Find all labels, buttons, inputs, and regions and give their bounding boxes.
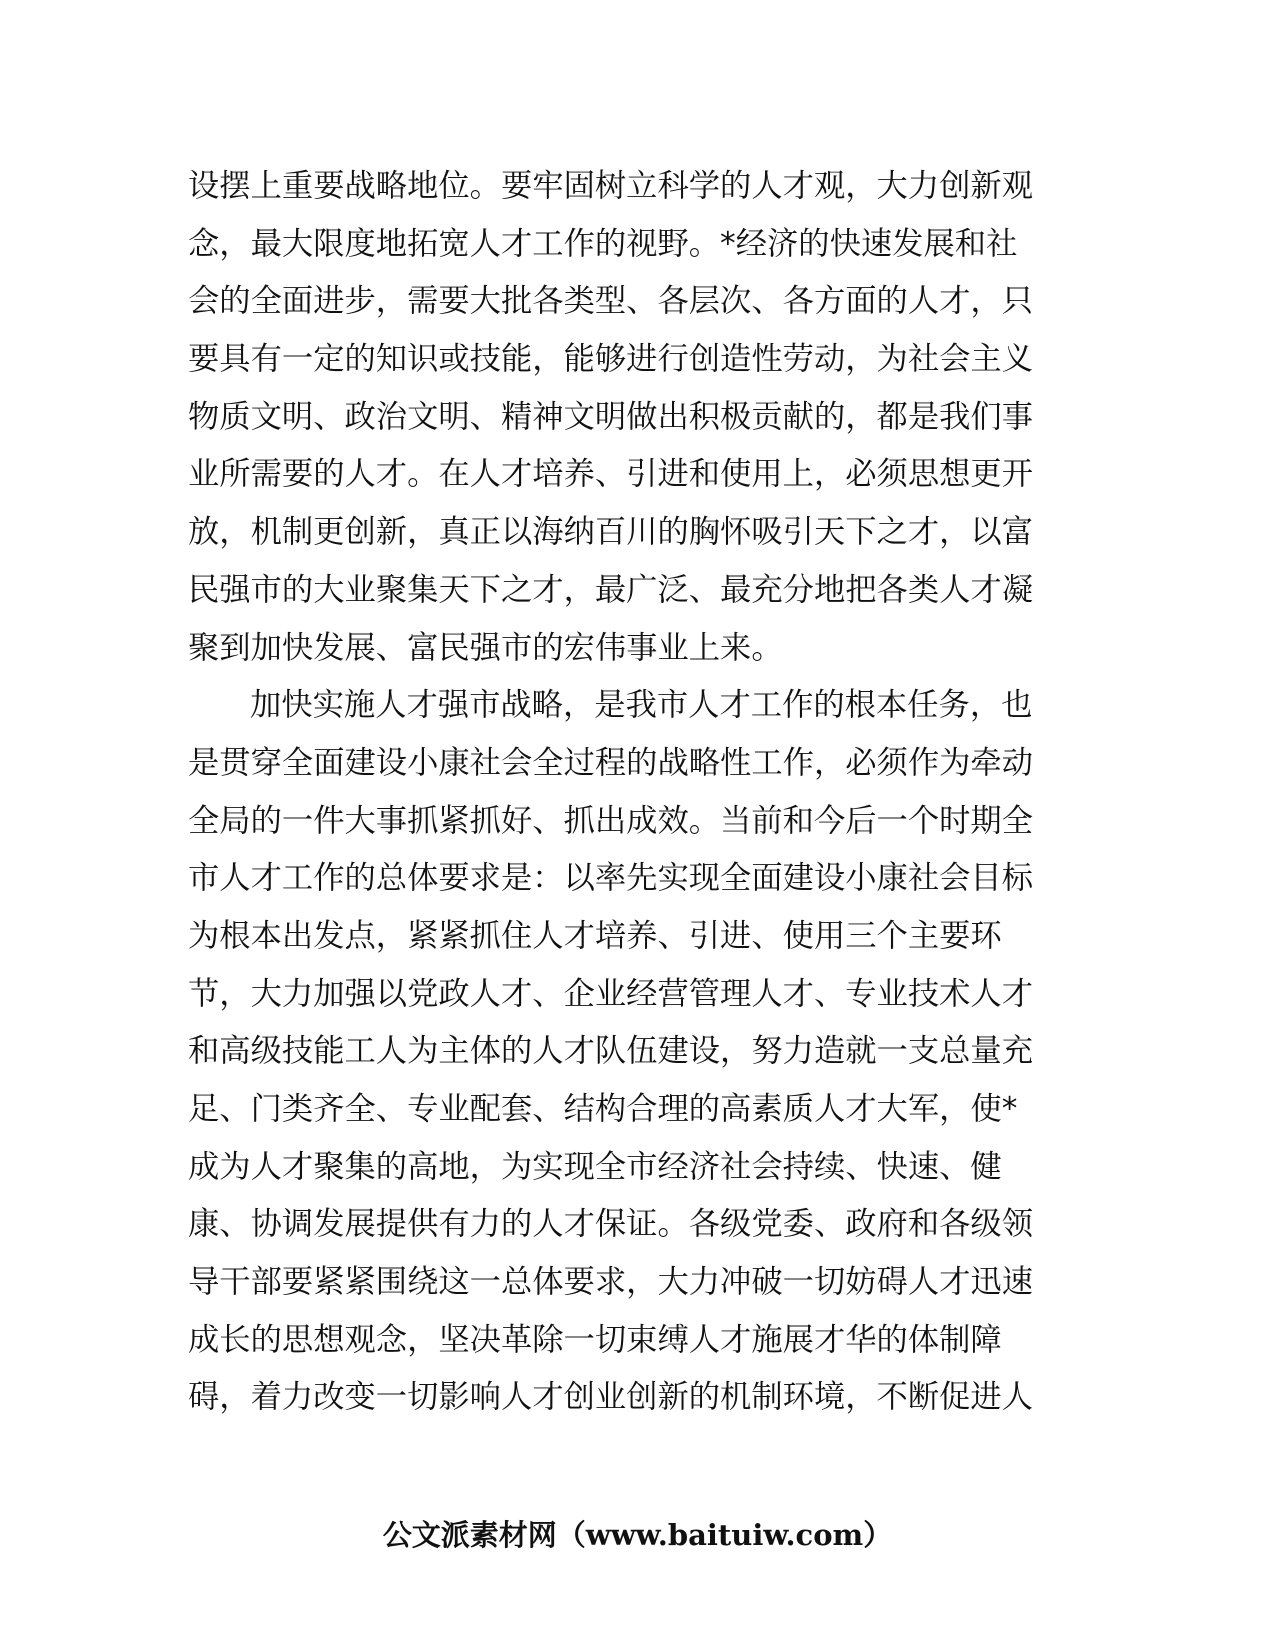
text-line: 为根本出发点，紧紧抓住人才培养、引进、使用三个主要环 <box>188 917 1002 954</box>
text-line: 业所需要的人才。在人才培养、引进和使用上，必须思想更开 <box>188 456 1034 493</box>
text-line: 成长的思想观念，坚决革除一切束缚人才施展才华的体制障 <box>188 1321 1002 1358</box>
text-line: 聚到加快发展、富民强市的宏伟事业上来。 <box>188 629 783 666</box>
text-line: 放，机制更创新，真正以海纳百川的胸怀吸引天下之才，以富 <box>188 514 1034 551</box>
text-line: 碍，着力改变一切影响人才创业创新的机制环境，不断促进人 <box>188 1379 1034 1416</box>
text-line: 导干部要紧紧围绕这一总体要求，大力冲破一切妨碍人才迅速 <box>188 1264 1034 1301</box>
text-line: 要具有一定的知识或技能，能够进行创造性劳动，为社会主义 <box>188 341 1034 378</box>
document-body <box>188 158 1086 1427</box>
text-line: 会的全面进步，需要大批各类型、各层次、各方面的人才，只 <box>188 283 1034 320</box>
text-line: 成为人才聚集的高地，为实现全市经济社会持续、快速、健 <box>188 1148 1002 1185</box>
text-line: 节，大力加强以党政人才、企业经营管理人才、专业技术人才 <box>188 975 1034 1012</box>
text-line: 和高级技能工人为主体的人才队伍建设，努力造就一支总量充 <box>188 1033 1034 1070</box>
text-line: 念，最大限度地拓宽人才工作的视野。*经济的快速发展和社 <box>188 225 1018 262</box>
text-line: 设摆上重要战略地位。要牢固树立科学的人才观，大力创新观 <box>188 168 1034 204</box>
paragraph-2 <box>188 677 1086 1427</box>
text-line: 物质文明、政治文明、精神文明做出积极贡献的，都是我们事 <box>188 398 1034 435</box>
text-line: 康、协调发展提供有力的人才保证。各级党委、政府和各级领 <box>188 1206 1034 1243</box>
page-footer: 公文派素材网（www.baituiw.com） <box>382 1518 893 1552</box>
text-line: 全局的一件大事抓紧抓好、抓出成效。当前和今后一个时期全 <box>188 802 1034 839</box>
text-line: 市人才工作的总体要求是：以率先实现全面建设小康社会目标 <box>188 860 1034 897</box>
paragraph-1 <box>188 158 1086 677</box>
text-line: 民强市的大业聚集天下之才，最广泛、最充分地把各类人才凝 <box>188 571 1034 608</box>
text-line: 是贯穿全面建设小康社会全过程的战略性工作，必须作为牵动 <box>188 744 1034 781</box>
text-line: 加快实施人才强市战略，是我市人才工作的根本任务，也 <box>250 687 1033 724</box>
text-line: 足、门类齐全、专业配套、结构合理的高素质人才大军，使* <box>188 1091 1018 1127</box>
